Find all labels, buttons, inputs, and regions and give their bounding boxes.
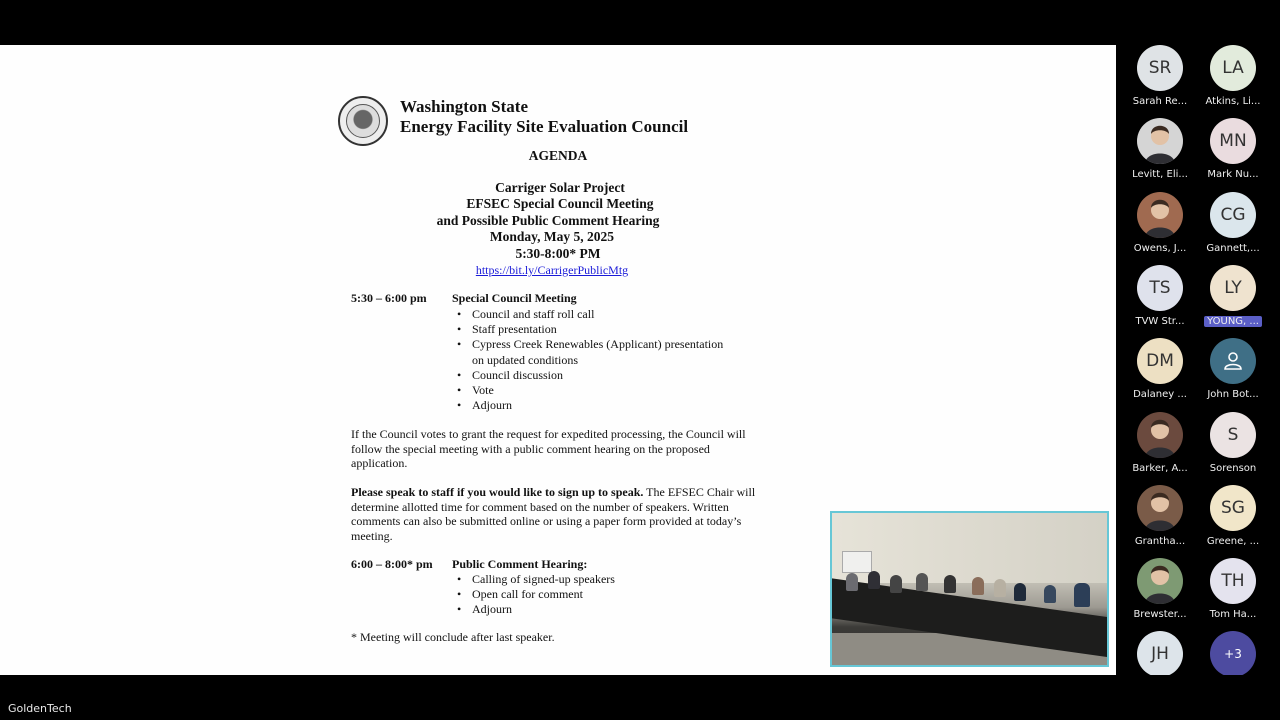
- project-title: Carriger Solar Project: [495, 180, 625, 195]
- user-photo-icon: [1137, 485, 1183, 531]
- list-item: • Open call for comment: [457, 587, 615, 602]
- list-item-continuation: on updated conditions: [472, 352, 578, 367]
- section1-list: [457, 307, 723, 413]
- window-label: GoldenTech: [8, 702, 72, 715]
- participant-name: TVW Str...: [1135, 315, 1185, 327]
- agenda-title: AGENDA: [528, 148, 588, 163]
- avatar: S: [1210, 412, 1256, 458]
- participant-name: Mark Nu...: [1207, 169, 1259, 181]
- list-item: • Vote: [457, 383, 723, 398]
- participants-panel: [1116, 45, 1280, 675]
- meeting-time: 5:30-8:00* PM: [515, 246, 601, 261]
- footnote: * Meeting will conclude after last speaker.: [351, 630, 555, 644]
- participant-name: Tom Ha...: [1209, 609, 1257, 621]
- participant-name: Owens, J...: [1133, 242, 1187, 254]
- list-item: • Adjourn: [457, 602, 615, 617]
- participant-tile[interactable]: [1124, 485, 1196, 547]
- meeting-link[interactable]: https://bit.ly/CarrigerPublicMtg: [475, 263, 629, 277]
- participant-name: Sarah Re...: [1132, 96, 1188, 107]
- list-item: • Adjourn: [457, 398, 723, 413]
- participant-name: Greene, ...: [1206, 535, 1260, 547]
- avatar: TS: [1137, 265, 1183, 311]
- user-photo-icon: [1137, 558, 1183, 604]
- meeting-title: EFSEC Special Council Meeting: [466, 196, 654, 211]
- participant-tile[interactable]: [1124, 118, 1196, 180]
- list-item: • Staff presentation: [457, 322, 723, 337]
- participant-tile[interactable]: [1197, 45, 1269, 107]
- avatar: LA: [1210, 45, 1256, 91]
- expedited-paragraph: If the Council votes to grant the request for expedited processing, the Council will follow the special meeting with a public comment hearing on the proposed application.: [351, 427, 746, 470]
- participant-tile[interactable]: [1124, 412, 1196, 474]
- participant-tile[interactable]: [1124, 338, 1196, 400]
- signup-rest-text: The EFSEC Chair will determine allotted time for comment based on the number of speakers. Written comments can also be submitted online or using a paper form provided at today’s meeting.: [351, 485, 756, 543]
- person-silhouette-icon: [1210, 338, 1256, 384]
- participant-tile[interactable]: [1197, 192, 1269, 254]
- section2-list: [457, 572, 615, 618]
- participant-tile[interactable]: [1197, 558, 1269, 620]
- avatar: SR: [1137, 45, 1183, 91]
- user-photo-icon: [1137, 118, 1183, 164]
- list-item: • Calling of signed-up speakers: [457, 572, 615, 587]
- avatar: TH: [1210, 558, 1256, 604]
- signup-bold-text: Please speak to staff if you would like to sign up to speak.: [351, 485, 644, 499]
- section2-time: 6:00 – 8:00* pm: [351, 557, 433, 571]
- participant-name: Grantha...: [1134, 535, 1186, 547]
- agency-name-line1: Washington State: [400, 97, 528, 116]
- participant-name: Dalaney ...: [1133, 389, 1187, 401]
- avatar: CG: [1210, 192, 1256, 238]
- bottom-bar: [0, 675, 1280, 720]
- section2-title: Public Comment Hearing:: [452, 557, 588, 571]
- avatar: MN: [1210, 118, 1256, 164]
- participant-name: John Bot...: [1207, 389, 1259, 401]
- avatar: LY: [1210, 265, 1256, 311]
- section1-time: 5:30 – 6:00 pm: [351, 291, 427, 305]
- participant-name: Levitt, Eli...: [1132, 169, 1188, 181]
- participant-tile[interactable]: [1124, 265, 1196, 327]
- participant-tile[interactable]: [1197, 118, 1269, 180]
- top-bar: [0, 0, 1280, 45]
- participant-tile[interactable]: [1124, 45, 1196, 107]
- user-photo-icon: [1137, 192, 1183, 238]
- participant-tile[interactable]: [1197, 485, 1269, 547]
- participant-tile[interactable]: [1197, 265, 1269, 327]
- agency-name-line2: Energy Facility Site Evaluation Council: [400, 117, 689, 136]
- signup-paragraph: [351, 485, 761, 543]
- state-seal-icon: [338, 96, 388, 146]
- section1-title: Special Council Meeting: [452, 291, 577, 305]
- user-photo-icon: [1137, 412, 1183, 458]
- participant-name: Brewster...: [1133, 609, 1187, 621]
- participant-name: Sorenson: [1209, 462, 1257, 474]
- avatar: JH: [1137, 631, 1183, 677]
- avatar: DM: [1137, 338, 1183, 384]
- participant-name: Atkins, Li...: [1205, 96, 1261, 107]
- hearing-title: and Possible Public Comment Hearing: [436, 213, 660, 228]
- participant-tile[interactable]: [1197, 412, 1269, 474]
- list-item: • Council and staff roll call: [457, 307, 723, 322]
- participant-tile[interactable]: [1124, 192, 1196, 254]
- participant-name: Gannett,...: [1206, 242, 1260, 254]
- agenda-document: [335, 45, 775, 675]
- meeting-date: Monday, May 5, 2025: [489, 229, 615, 244]
- participant-name: YOUNG, ...: [1204, 316, 1262, 327]
- more-count: +3: [1210, 631, 1256, 677]
- participant-tile[interactable]: [1124, 558, 1196, 620]
- room-video-feed[interactable]: [830, 511, 1109, 667]
- projector-screen: [842, 551, 872, 573]
- participant-tile[interactable]: [1197, 338, 1269, 400]
- list-item: • Cypress Creek Renewables (Applicant) presentation: [457, 337, 723, 352]
- participant-name: Barker, A...: [1132, 462, 1188, 474]
- avatar: SG: [1210, 485, 1256, 531]
- list-item: • Council discussion: [457, 368, 723, 383]
